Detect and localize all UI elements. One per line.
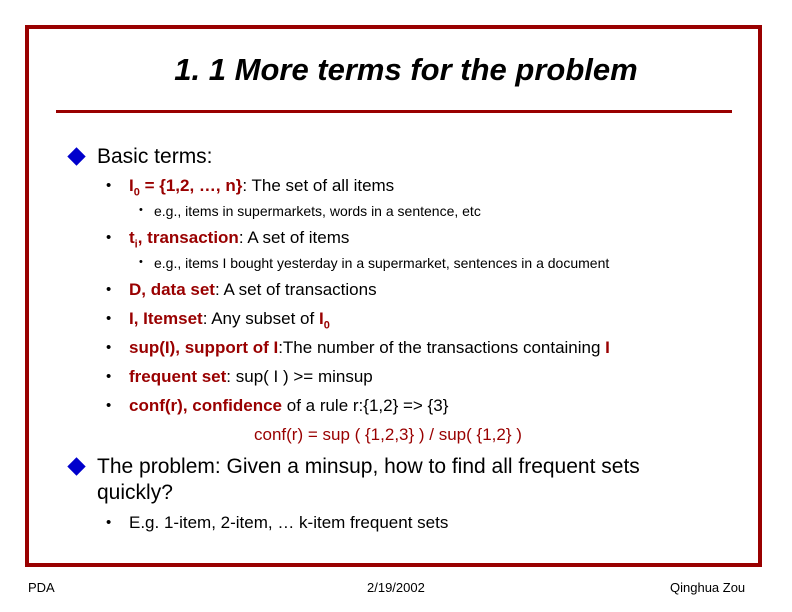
bullet-dot-icon: • [106, 310, 112, 327]
bullet-dot-icon: • [106, 177, 112, 194]
bullet-dot-icon: • [139, 256, 143, 268]
term-frequent-set: frequent set: sup( I ) >= minsup [129, 367, 373, 386]
term-I0: $I_0 = \{1,2$, …, n}: The set of all items [129, 176, 395, 199]
confidence-formula: conf(r) = sup ( {1,2,3} ) / sup( {1,2} ) [254, 425, 522, 444]
bullet-dot-icon: • [106, 281, 112, 298]
bullet-dot-icon: • [106, 397, 112, 414]
term-support: sup(I), support of I:The number of the transactions containing I [129, 338, 610, 357]
problem-line1: The problem: Given a minsup, how to find all frequent sets [97, 455, 640, 478]
slide-title: 1. 1 More terms for the problem [174, 52, 638, 87]
example-transaction: e.g., items I bought yesterday in a supermarket, sentences in a document [154, 255, 610, 271]
term-transaction: $t_i$, transaction: A set of items [129, 228, 350, 251]
example-items: e.g., items in supermarkets, words in a sentence, etc [154, 203, 481, 219]
term-confidence: conf(r), confidence of a rule r:{1,2} => {3} [129, 396, 449, 415]
bullet-dot-icon: • [106, 229, 112, 246]
basic-terms-heading: Basic terms: [97, 145, 213, 168]
term-data-set: D, data set: A set of transactions [129, 280, 377, 299]
footer-author: Qinghua Zou [670, 580, 746, 595]
bullet-dot-icon: • [139, 204, 143, 216]
title-divider [56, 110, 732, 113]
term-itemset: I, Itemset: Any subset of $I_0$ [129, 309, 330, 332]
footer-date: 2/19/2002 [367, 580, 425, 595]
problem-example: E.g. 1-item, 2-item, … k-item frequent sets [129, 513, 449, 532]
bullet-dot-icon: • [106, 514, 112, 531]
bullet-dot-icon: • [106, 368, 112, 385]
bullet-dot-icon: • [106, 339, 112, 356]
problem-line2: quickly? [97, 481, 173, 504]
footer-left: PDA [28, 580, 55, 595]
